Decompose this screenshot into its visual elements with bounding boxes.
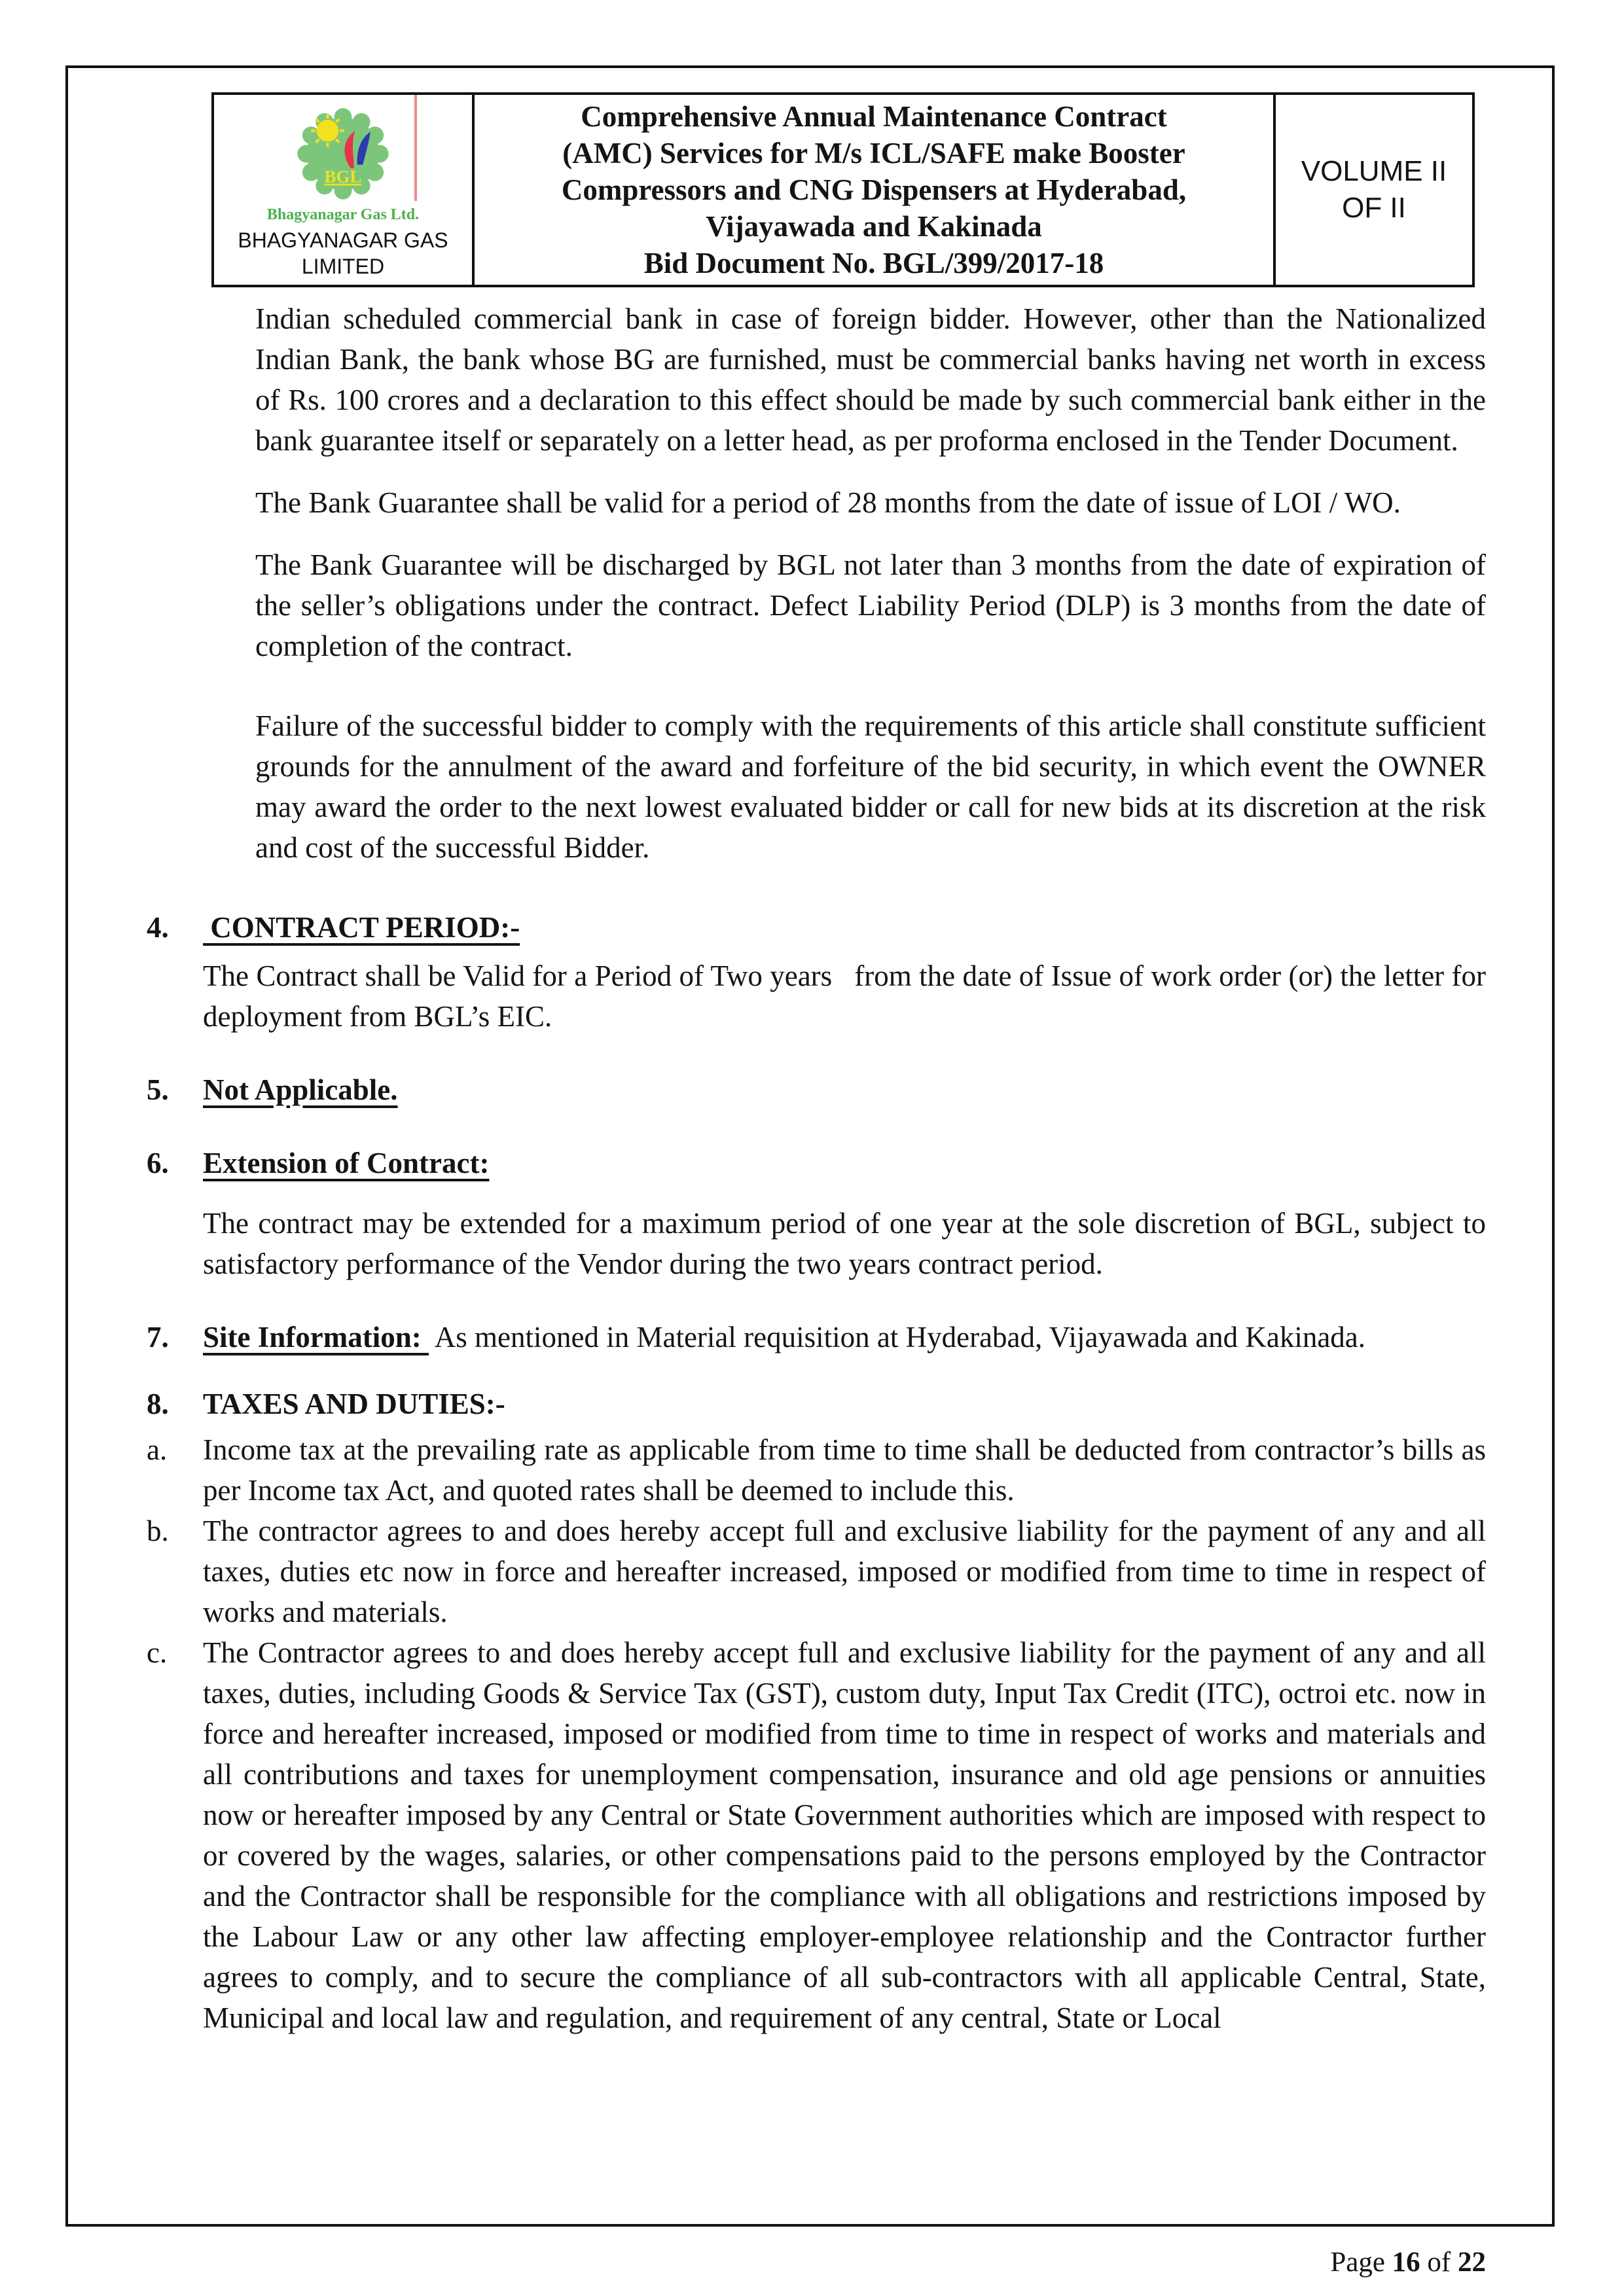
section-text: The Contract shall be Valid for a Period of Two years from the date of Issue of work order (or) the letter for deployment from BGL’s EIC.: [203, 960, 1486, 1033]
paragraph: Indian scheduled commercial bank in case of foreign bidder. However, other than the Nationalized Indian Bank, the bank whose BG are furnished, must be commercial banks having net worth in excess of Rs. 100 crores and a declaration to this effect should be made by such commercial bank either in the bank guarantee itself or separately on a letter head, as per proforma enclosed in the Tender Document.: [255, 302, 1486, 457]
document-title-line: Comprehensive Annual Maintenance Contract: [581, 100, 1167, 133]
section-heading: Not Applicable.: [203, 1073, 398, 1106]
logo-bgl-text: BGL: [324, 166, 362, 187]
document-title-line: (AMC) Services for M/s ICL/SAFE make Booster: [562, 137, 1185, 170]
section-heading: Site Information:: [203, 1321, 429, 1354]
list-item-b: [147, 1511, 1486, 1632]
item-text: The contractor agrees to and does hereby accept full and exclusive liability for the payment of any and all taxes, duties etc now in force and hereafter increased, imposed or modified from time to time in respect of works and materials.: [203, 1515, 1486, 1628]
paragraph: The Bank Guarantee shall be valid for a period of 28 months from the date of issue of LOI / WO.: [255, 486, 1401, 519]
section-heading: TAXES AND DUTIES:-: [203, 1388, 505, 1420]
page-number: 16: [1392, 2247, 1420, 2278]
section-site-information: [147, 1317, 1486, 1357]
paragraph: The Bank Guarantee will be discharged by BGL not later than 3 months from the date of expiration of the seller’s obligations under the contract. Defect Liability Period (DLP) is 3 months from the date of completion of the contract.: [255, 548, 1486, 662]
item-letter: a.: [147, 1433, 168, 1466]
section-number: 8.: [147, 1388, 169, 1420]
document-body: [147, 298, 1486, 2038]
company-name: BHAGYANAGAR GAS LIMITED: [238, 228, 448, 278]
section-taxes-and-duties: [147, 1384, 1486, 1424]
volume-label: OF II: [1342, 192, 1406, 224]
logo-cell: [214, 95, 475, 285]
section-number: 6.: [147, 1147, 169, 1179]
section-contract-period: [147, 907, 1486, 1037]
item-text: The Contractor agrees to and does hereby accept full and exclusive liability for the payment of any and all taxes, duties, including Goods & Service Tax (GST), custom duty, Input Tax Credit (ITC), octroi etc. now in force and hereafter increased, imposed or modified from time to time in respect of works and materials and all contributions and taxes for unemployment compensation, insurance and old age pensions or annuities now or hereafter imposed by any Central or State Government authorities which are imposed with respect to or covered by the wages, salaries, or other compensations paid to the persons employed by the Contractor and the Contractor shall be responsible for the compliance with all obligations and restrictions imposed by the Labour Law or any other law affecting employer-employee relationship and the Contractor further agrees to comply, and to secure the compliance of all sub-contractors with all applicable Central, State, Municipal and local law and regulation, and requirement of any central, State or Local: [203, 1636, 1486, 2034]
section-not-applicable: [147, 1069, 1486, 1110]
title-cell: [475, 95, 1276, 285]
volume-label: VOLUME II: [1301, 155, 1447, 187]
bgl-logo: [288, 99, 398, 209]
bid-document-number: Bid Document No. BGL/399/2017-18: [643, 247, 1104, 279]
section-text: The contract may be extended for a maximum period of one year at the sole discretion of BGL, subject to satisfactory performance of the Vendor during the two years contract period.: [203, 1207, 1486, 1280]
item-letter: c.: [147, 1636, 168, 1669]
page-border: [65, 65, 1555, 2227]
section-number: 4.: [147, 911, 169, 944]
section-number: 5.: [147, 1073, 169, 1106]
section-heading: CONTRACT PERIOD:-: [203, 911, 520, 944]
volume-cell: [1276, 95, 1472, 285]
section-extension-of-contract: [147, 1143, 1486, 1284]
section-number: 7.: [147, 1321, 169, 1354]
document-title-line: Compressors and CNG Dispensers at Hyderabad,: [561, 173, 1187, 206]
section-inline-text: As mentioned in Material requisition at Hyderabad, Vijayawada and Kakinada.: [428, 1321, 1366, 1354]
logo-divider-line: [414, 95, 417, 201]
list-item-a: [147, 1429, 1486, 1511]
logo-caption: Bhagyanagar Gas Ltd.: [266, 206, 420, 223]
page-total: 22: [1458, 2247, 1486, 2278]
list-item-c: [147, 1632, 1486, 2038]
footer-of: of: [1420, 2247, 1458, 2278]
footer-page-prefix: Page: [1330, 2247, 1392, 2278]
item-letter: b.: [147, 1515, 169, 1547]
document-header-table: [211, 92, 1475, 287]
section-heading: Extension of Contract:: [203, 1147, 490, 1179]
paragraph: Failure of the successful bidder to comply with the requirements of this article shall constitute sufficient grounds for the annulment of the award and forfeiture of the bid security, in which event the OWNER may award the order to the next lowest evaluated bidder or call for new bids at its discretion at the risk and cost of the successful Bidder.: [255, 709, 1486, 864]
item-text: Income tax at the prevailing rate as applicable from time to time shall be deducted from contractor’s bills as per Income tax Act, and quoted rates shall be deemed to include this.: [203, 1433, 1486, 1507]
document-title-line: Vijayawada and Kakinada: [706, 210, 1042, 243]
logo-sun-disc: [317, 120, 339, 142]
page-footer: [0, 2246, 1624, 2278]
